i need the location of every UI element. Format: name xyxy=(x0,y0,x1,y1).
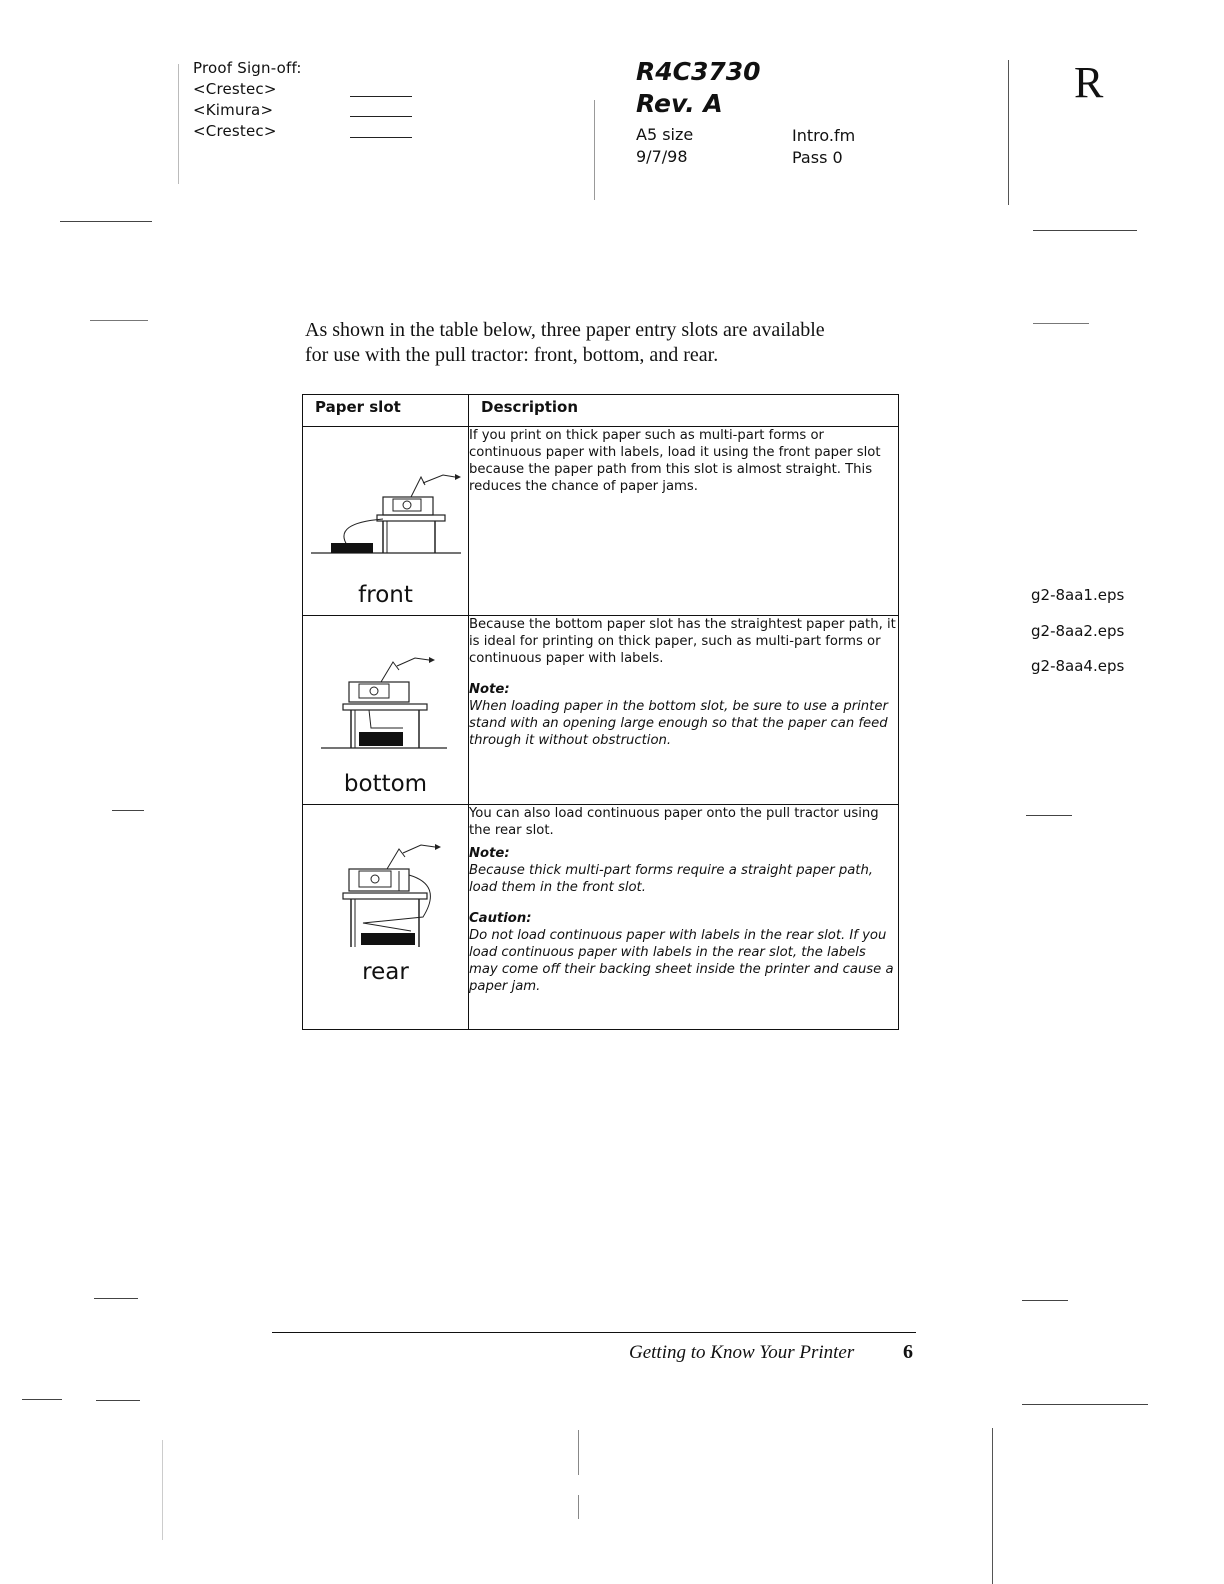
note-text: Because thick multi-part forms require a straight paper path, load them in the front slot. xyxy=(469,863,873,895)
side-file-2: g2-8aa2.eps xyxy=(1031,622,1125,640)
proof-signoff xyxy=(193,58,302,142)
doc-size: A5 size xyxy=(636,125,694,144)
note-heading: Note: xyxy=(469,846,510,861)
slot-label-bottom: bottom xyxy=(343,771,428,797)
intro-line-1: As shown in the table below, three paper entry slots are available xyxy=(305,319,825,341)
crop-mark xyxy=(1033,230,1137,231)
signature-line-2 xyxy=(350,116,412,117)
slot-cell-bottom xyxy=(303,616,469,805)
crop-mark xyxy=(578,1495,579,1519)
description-text: If you print on thick paper such as multi-part forms or continuous paper with labels, load it using the front paper slot because the paper path from this slot is almost straight. This reduces the chance of paper jams. xyxy=(469,428,881,494)
doc-code-block xyxy=(636,56,761,120)
footer-title: Getting to Know Your Printer xyxy=(629,1342,855,1363)
crop-mark xyxy=(112,810,144,811)
crop-mark xyxy=(94,1298,138,1299)
side-file-1: g2-8aa1.eps xyxy=(1031,586,1125,604)
table-row-rear xyxy=(303,805,899,1030)
description-front xyxy=(469,427,899,616)
table-header-row xyxy=(303,395,899,427)
signature-line-1 xyxy=(350,96,412,97)
slot-cell-front xyxy=(303,427,469,616)
crop-mark xyxy=(578,1430,579,1475)
table-row-front xyxy=(303,427,899,616)
description-text: Because the bottom paper slot has the straightest paper path, it is ideal for printing on thick paper, such as multi-part forms or continuous paper with labels. xyxy=(469,617,896,666)
rear-slot-illustration xyxy=(303,805,469,955)
side-file-3: g2-8aa4.eps xyxy=(1031,657,1125,675)
crop-mark xyxy=(90,320,148,321)
description-bottom xyxy=(469,616,899,805)
slot-label-rear: rear xyxy=(362,959,409,985)
slot-cell-rear xyxy=(303,805,469,1030)
proof-entry-1: <Crestec> xyxy=(193,80,277,98)
crop-mark xyxy=(1008,60,1009,205)
crop-mark xyxy=(22,1399,62,1400)
description-text: You can also load continuous paper onto the pull tractor using the rear slot. xyxy=(469,806,879,838)
description-rear xyxy=(469,805,899,1030)
corner-mark: R xyxy=(1074,58,1104,107)
crop-mark xyxy=(1033,323,1089,324)
paper-slot-table xyxy=(302,394,898,1030)
crop-mark xyxy=(1022,1404,1148,1405)
col-header-paper-slot: Paper slot xyxy=(303,395,469,427)
note-heading: Note: xyxy=(469,682,510,697)
caution-text: Do not load continuous paper with labels in the rear slot. If you load continuous paper with labels in the rear slot, the labels may come off their backing sheet inside the printer and cause a paper jam. xyxy=(469,928,894,994)
crop-mark xyxy=(162,1440,163,1540)
front-slot-illustration xyxy=(303,427,469,577)
crop-mark xyxy=(594,100,595,200)
crop-mark xyxy=(60,221,152,222)
table-row-bottom xyxy=(303,616,899,805)
doc-pass: Pass 0 xyxy=(792,148,843,167)
doc-code: R4C3730 xyxy=(636,57,761,86)
col-header-description: Description xyxy=(469,395,899,427)
revision: Rev. A xyxy=(636,89,723,118)
crop-mark xyxy=(178,64,179,184)
signature-line-3 xyxy=(350,137,412,138)
intro-paragraph xyxy=(305,318,905,368)
bottom-slot-illustration xyxy=(303,616,469,766)
page-number: 6 xyxy=(903,1341,913,1363)
intro-line-2: for use with the pull tractor: front, bottom, and rear. xyxy=(305,344,719,366)
doc-file: Intro.fm xyxy=(792,126,856,145)
crop-mark xyxy=(1022,1300,1068,1301)
footer-rule xyxy=(272,1332,916,1333)
proof-entry-3: <Crestec> xyxy=(193,122,277,140)
crop-mark xyxy=(1026,815,1072,816)
proof-signoff-title: Proof Sign-off: xyxy=(193,59,302,77)
proof-entry-2: <Kimura> xyxy=(193,101,274,119)
doc-date: 9/7/98 xyxy=(636,147,688,166)
crop-mark xyxy=(96,1400,140,1401)
caution-heading: Caution: xyxy=(469,911,532,926)
crop-mark xyxy=(992,1428,993,1584)
slot-label-front: front xyxy=(358,582,413,608)
note-text: When loading paper in the bottom slot, be sure to use a printer stand with an opening large enough so that the paper can feed through it without obstruction. xyxy=(469,699,888,748)
